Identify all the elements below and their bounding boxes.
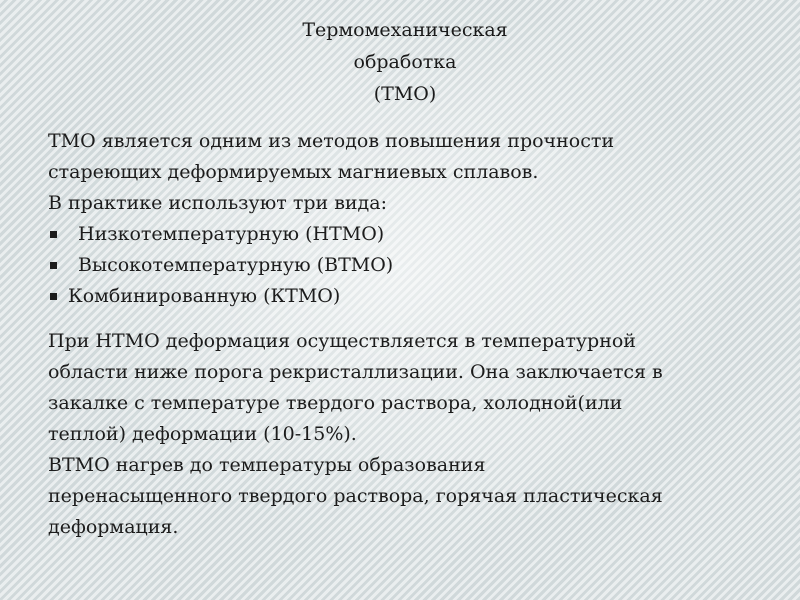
description-paragraph <box>48 326 768 543</box>
bullet-item <box>48 219 768 250</box>
intro-line: В практике используют три вида: <box>48 192 387 214</box>
title-line: (ТМО) <box>373 83 437 105</box>
bullet-list <box>48 219 768 312</box>
bullet-item <box>48 281 768 312</box>
bullet-label: Комбинированную (КТМО) <box>68 285 341 307</box>
paragraph-line: перенасыщенного твердого раствора, горячая пластическая <box>48 485 663 507</box>
square-bullet-icon <box>50 293 57 300</box>
paragraph-line: ВТМО нагрев до температуры образования <box>48 454 486 476</box>
bullet-item <box>48 250 768 281</box>
slide-title <box>230 14 580 110</box>
paragraph-line: деформация. <box>48 516 179 538</box>
paragraph-line: закалке с температуре твердого раствора, холодной(или <box>48 392 623 414</box>
intro-line: стареющих деформируемых магниевых сплавов. <box>48 161 539 183</box>
paragraph-line: При НТМО деформация осуществляется в температурной <box>48 330 636 352</box>
paragraph-line: теплой) деформации (10-15%). <box>48 423 357 445</box>
bullet-label: Высокотемпературную (ВТМО) <box>78 254 394 276</box>
paragraph-line: области ниже порога рекристаллизации. Она заключается в <box>48 361 663 383</box>
title-line: Термомеханическая <box>302 19 508 41</box>
square-bullet-icon <box>50 231 57 238</box>
intro-line: ТМО является одним из методов повышения прочности <box>48 130 615 152</box>
title-line: обработка <box>353 51 457 73</box>
square-bullet-icon <box>50 262 57 269</box>
intro-text <box>48 126 768 312</box>
bullet-label: Низкотемпературную (НТМО) <box>78 223 385 245</box>
